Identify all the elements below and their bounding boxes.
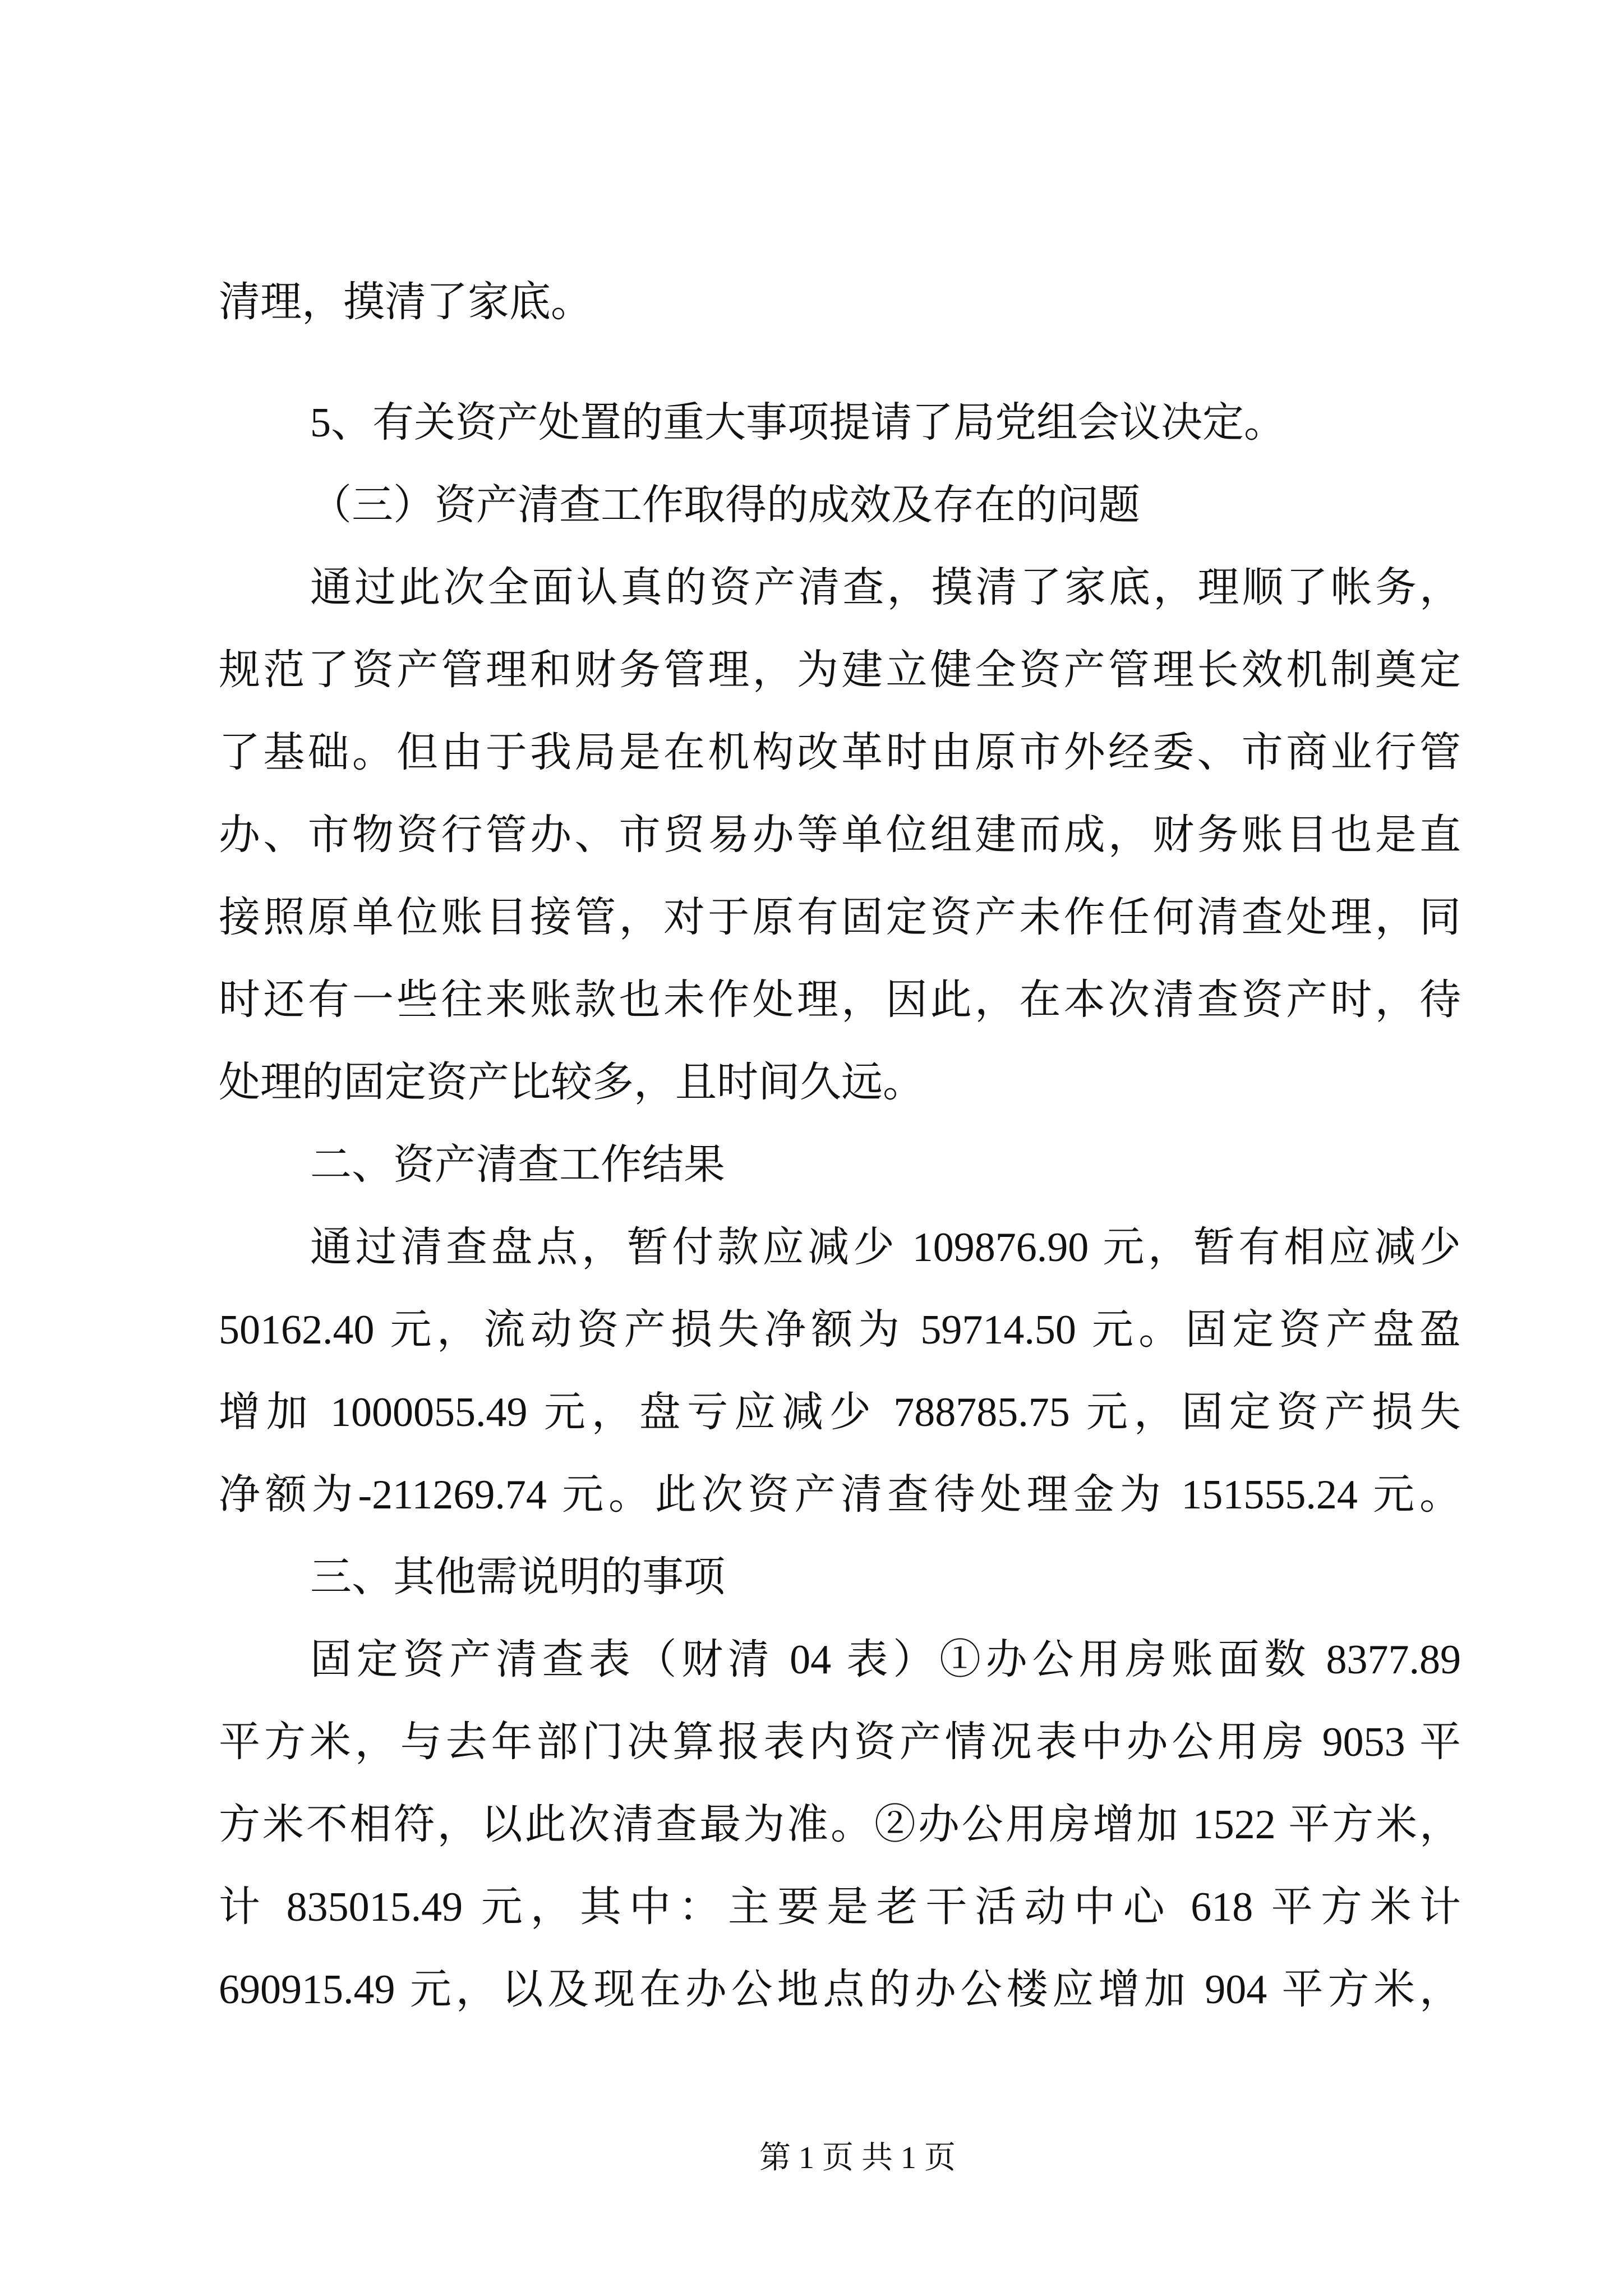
document-body xyxy=(219,261,1461,2031)
section-heading-3: 三、其他需说明的事项 xyxy=(310,1554,725,1600)
paragraph-line: 了基础。但由于我局是在机构改革时由原市外经委、市商业行管 xyxy=(219,730,1461,776)
paragraph-line: 固定资产清查表（财清 04 表）①办公用房账面数 8377.89 xyxy=(310,1637,1461,1683)
paragraph-line: 处理的固定资产比较多，且时间久远。 xyxy=(219,1060,924,1106)
paragraph-line: 净额为-211269.74 元。此次资产清查待处理金为 151555.24 元。 xyxy=(219,1472,1461,1518)
paragraph-line: 计 835015.49 元，其中：主要是老干活动中心 618 平方米计 xyxy=(219,1884,1461,1930)
paragraph-line: 方米不相符，以此次清查最为准。②办公用房增加 1522 平方米， xyxy=(219,1802,1461,1848)
paragraph-line: 增加 1000055.49 元，盘亏应减少 788785.75 元，固定资产损失 xyxy=(219,1389,1461,1435)
page-footer: 第 1 页 共 1 页 xyxy=(759,2141,956,2175)
paragraph-line: 清理，摸清了家底。 xyxy=(219,279,592,325)
paragraph-line: 50162.40 元，流动资产损失净额为 59714.50 元。固定资产盘盈 xyxy=(219,1307,1461,1353)
paragraph-line: 接照原单位账目接管，对于原有固定资产未作任何清查处理，同 xyxy=(219,895,1461,941)
paragraph-line: 平方米，与去年部门决算报表内资产情况表中办公用房 9053 平 xyxy=(219,1719,1461,1765)
section-heading-2: 二、资产清查工作结果 xyxy=(310,1142,725,1188)
paragraph-line: 时还有一些往来账款也未作处理，因此，在本次清查资产时，待 xyxy=(219,977,1461,1023)
paragraph-line: 690915.49 元，以及现在办公地点的办公楼应增加 904 平方米， xyxy=(219,1967,1461,2013)
subsection-heading-3: （三）资产清查工作取得的成效及存在的问题 xyxy=(310,482,1140,528)
paragraph-line: 办、市物资行管办、市贸易办等单位组建而成，财务账目也是直 xyxy=(219,812,1461,858)
list-item-5: 5、有关资产处置的重大事项提请了局党组会议决定。 xyxy=(310,400,1285,446)
paragraph-line: 通过此次全面认真的资产清查，摸清了家底，理顺了帐务， xyxy=(310,565,1461,611)
paragraph-line: 通过清查盘点，暂付款应减少 109876.90 元，暂有相应减少 xyxy=(310,1225,1461,1271)
paragraph-line: 规范了资产管理和财务管理，为建立健全资产管理长效机制奠定 xyxy=(219,647,1461,693)
